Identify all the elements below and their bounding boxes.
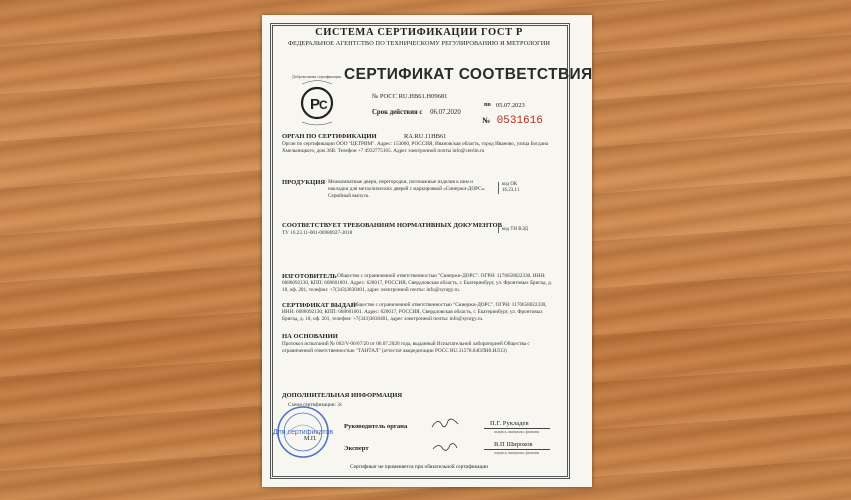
scheme-text: Схема сертификации: 3с bbox=[288, 402, 343, 408]
organ-label: ОРГАН ПО СЕРТИФИКАЦИИ bbox=[282, 133, 377, 140]
svg-text:Р: Р bbox=[310, 96, 321, 113]
mp-label: М.П. bbox=[304, 436, 317, 442]
validity-label: Срок действия с bbox=[372, 109, 423, 116]
expert-signature-icon bbox=[430, 438, 460, 454]
number-value: РОСС RU.НВ61.Н09681 bbox=[379, 93, 448, 100]
validity-period bbox=[372, 109, 461, 116]
issued-text: Общество с ограниченной ответственностью "Синержи-ДОРС". ОГРН: 1176658022330, ИНН: 6686092130, КПП: 668601001. Адрес: 620017, РОССИЯ, Свердловская область, г. Екатеринбург, ул. Фронтовых Бригад, д. 18, оф. 201, телефон: +7(343)3830401, адрес электронной почты: info@synrgy.ru. bbox=[282, 302, 547, 322]
expert-name: В.П Широков bbox=[494, 441, 533, 448]
stamp-icon bbox=[272, 405, 334, 459]
head-name: П.Г. Рукладев bbox=[490, 420, 529, 427]
valid-from: 06.07.2020 bbox=[430, 109, 461, 116]
organ-code: RA.RU.11НВ61 bbox=[404, 133, 447, 140]
manufacturer-label: ИЗГОТОВИТЕЛЬ bbox=[282, 273, 337, 280]
certificate-page bbox=[262, 15, 592, 487]
valid-to-label: по bbox=[484, 101, 491, 108]
number-label: № bbox=[372, 93, 379, 100]
conformity-label: СООТВЕТСТВУЕТ ТРЕБОВАНИЯМ НОРМАТИВНЫХ ДОКУМЕНТОВ bbox=[282, 222, 503, 229]
serial-prefix: № bbox=[482, 116, 491, 125]
rst-logo-icon bbox=[297, 78, 337, 126]
basis-label: НА ОСНОВАНИИ bbox=[282, 333, 338, 340]
product-label: ПРОДУКЦИЯ bbox=[282, 179, 326, 186]
certificate-title: СЕРТИФИКАТ СООТВЕТСТВИЯ bbox=[344, 66, 593, 83]
valid-to: 05.07.2023 bbox=[496, 102, 525, 109]
organ-text: Орган по сертификации ООО "ЦЕТРИМ". Адрес: 153000, РОССИЯ, Ивановская область, город Иваново, улица Богдана Хмельницкого, дом 36В. Телефон +7 4932775165. Адрес электронной почты info@cetrim.ru bbox=[282, 141, 549, 154]
issued-label: СЕРТИФИКАТ ВЫДАН bbox=[282, 302, 356, 309]
serial-number bbox=[482, 115, 543, 127]
head-signature-icon bbox=[430, 415, 460, 431]
system-title: СИСТЕМА СЕРТИФИКАЦИИ ГОСТ Р bbox=[315, 27, 523, 38]
conformity-text: ТУ 16.23.11-001-06980927-2018 bbox=[282, 230, 353, 236]
head-sign-line bbox=[484, 428, 550, 429]
expert-sign-line bbox=[484, 449, 550, 450]
expert-caption: подпись, инициалы, фамилия bbox=[494, 451, 540, 455]
svg-text:Для сертификатов: Для сертификатов bbox=[272, 429, 334, 436]
footer-note: Сертификат не применяется при обязательной сертификации bbox=[349, 464, 488, 470]
okpd-box bbox=[498, 182, 560, 194]
certificate-number bbox=[372, 93, 447, 100]
manufacturer-text: Общество с ограниченной ответственностью "Синержи-ДОРС". ОГРН: 1176658022330, ИНН: 6686092130, КПП: 668601001. Адрес: 620017, РОССИЯ, Свердловская область, г. Екатеринбург, ул. Фронтовых Бригад, д. 18, оф. 201, телефон: +7(343)3830401, адрес электронной почты: info@synrgy.ru. bbox=[282, 273, 553, 293]
agency-name: ФЕДЕРАЛЬНОЕ АГЕНТСТВО ПО ТЕХНИЧЕСКОМУ РЕГУЛИРОВАНИЮ И МЕТРОЛОГИИ bbox=[287, 40, 551, 47]
basis-text: Протокол испытаний № 002/V-06/07/20 от 06.07.2020 года, выданный Испытательной лабораторией Общества с ограниченной ответственностью "ТАНТАЛ" (аттестат аккредитации РОСС RU.31578.04ОЛН0.ИЛ13) bbox=[282, 341, 530, 354]
okpd-code: 16.23.11 bbox=[502, 188, 520, 193]
okpd-label: код ОК bbox=[502, 182, 518, 187]
extra-info-label: ДОПОЛНИТЕЛЬНАЯ ИНФОРМАЦИЯ bbox=[282, 392, 403, 399]
serial-value: 0531616 bbox=[496, 115, 543, 127]
expert-label: Эксперт bbox=[344, 445, 369, 452]
svg-text:С: С bbox=[319, 98, 328, 112]
logo-caption: Добровольная сертификация bbox=[292, 74, 342, 79]
tnved-label: код ТН ВЭД bbox=[498, 227, 560, 233]
head-caption: подпись, инициалы, фамилия bbox=[494, 430, 540, 434]
head-label: Руководитель органа bbox=[344, 423, 408, 430]
product-text: Межкомнатные двери, перегородки, погонажные изделия к ним и накладки для металлических дверей с маркировкой «Синержи-ДОРС». Серийный выпуск. bbox=[328, 179, 486, 199]
